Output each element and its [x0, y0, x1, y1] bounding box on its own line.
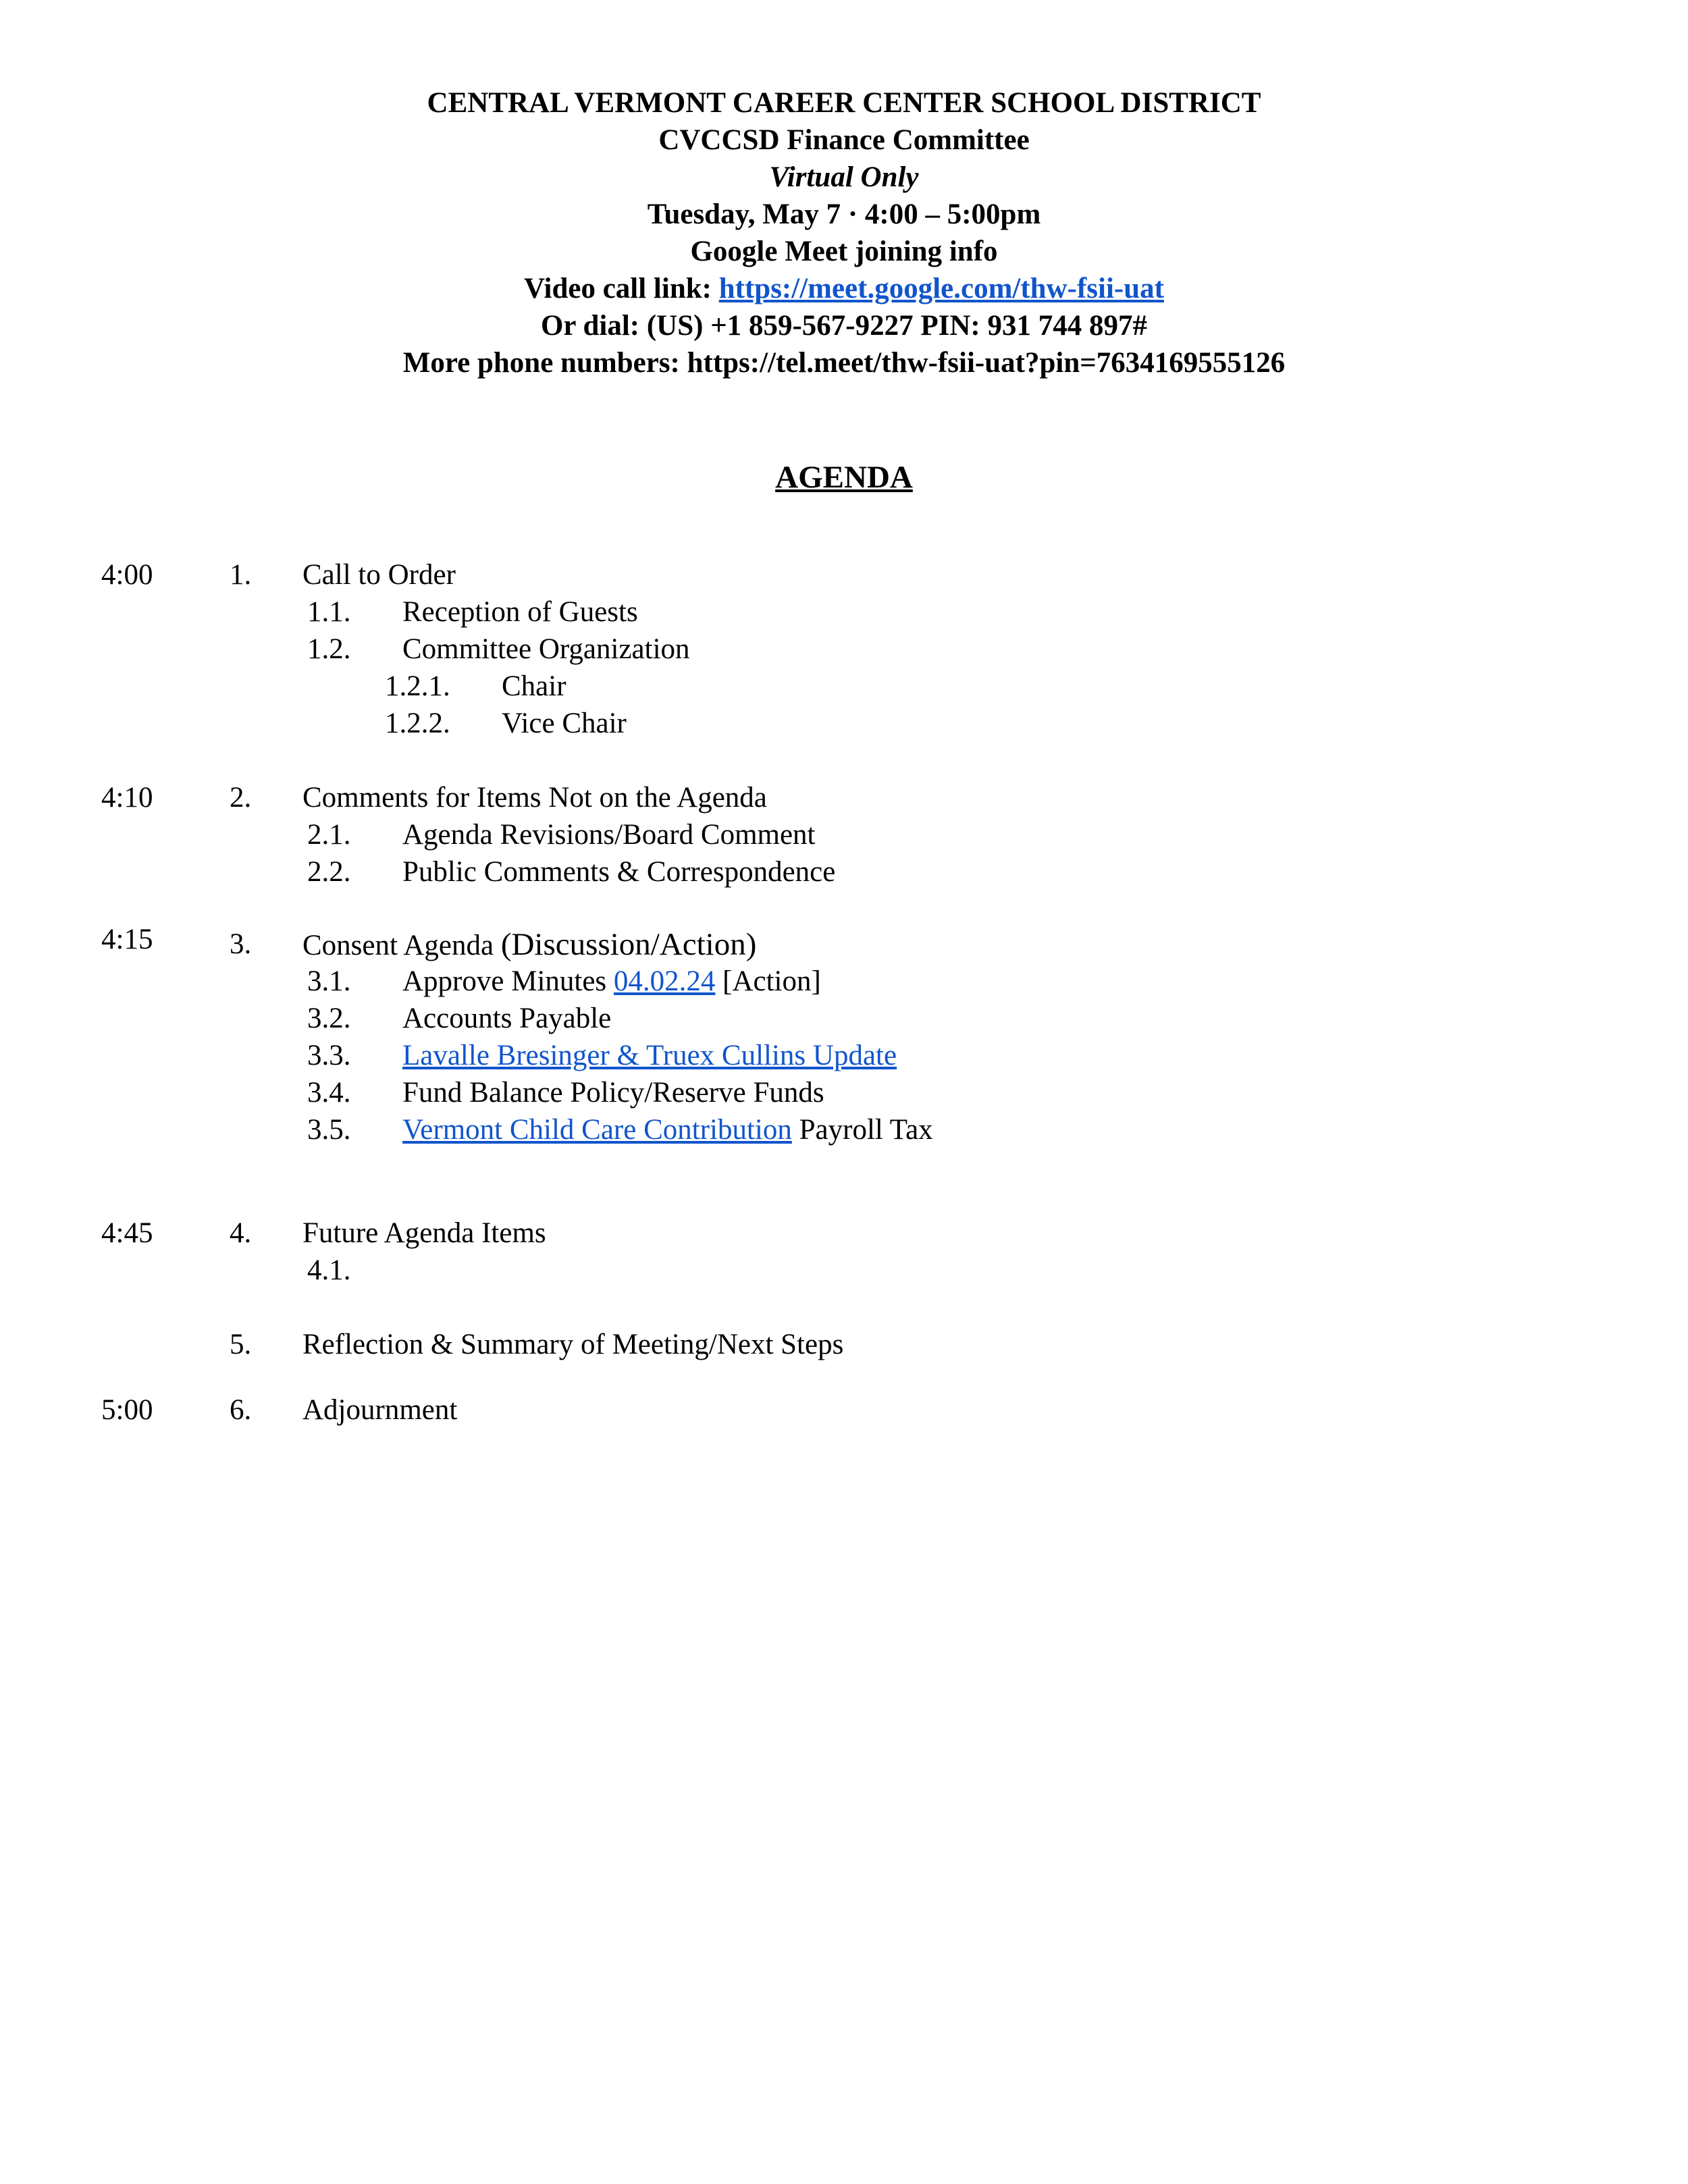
item-3-4-number: 3.4. [307, 1077, 351, 1109]
item-1-1-number: 1.1. [307, 596, 351, 628]
video-call-link[interactable]: https://meet.google.com/thw-fsii-uat [718, 273, 1164, 304]
video-call-label: Video call link: [524, 273, 719, 304]
item-3-4-text: Fund Balance Policy/Reserve Funds [402, 1077, 824, 1109]
meet-info-heading: Google Meet joining info [690, 236, 998, 267]
lavalle-update-link[interactable]: Lavalle Bresinger & Truex Cullins Update [402, 1040, 897, 1071]
item-3-5-suffix: Payroll Tax [791, 1114, 933, 1146]
item-5-number: 5. [230, 1329, 252, 1360]
meeting-mode [0, 161, 1688, 194]
item-5-text: Reflection & Summary of Meeting/Next Steps [302, 1329, 844, 1360]
dial-in-line: Or dial: (US) +1 859-567-9227 PIN: 931 744 897# [540, 310, 1147, 342]
item-1-number: 1. [230, 559, 252, 591]
item-6-number: 6. [230, 1394, 252, 1426]
item-2-2-number: 2.2. [307, 856, 351, 888]
item-2-1-number: 2.1. [307, 819, 351, 851]
item-1-2-2-text: Vice Chair [502, 708, 627, 739]
item-3-number: 3. [230, 928, 252, 960]
more-phone-numbers: More phone numbers: https://tel.meet/thw-fsii-uat?pin=7634169555126 [402, 347, 1286, 379]
item-4-1-number: 4.1. [307, 1254, 351, 1286]
item-3-3-number: 3.3. [307, 1040, 351, 1071]
item-2-number: 2. [230, 782, 252, 814]
item-1-2-text: Committee Organization [402, 633, 690, 665]
meeting-datetime: Tuesday, May 7 · 4:00 – 5:00pm [647, 198, 1041, 230]
item-1-time: 4:00 [101, 559, 153, 591]
item-3-text [302, 928, 756, 963]
item-3-2-number: 3.2. [307, 1003, 351, 1034]
item-3-5-number: 3.5. [307, 1114, 351, 1146]
item-3-discussion-action: (Discussion/Action) [500, 927, 757, 962]
district-title: CENTRAL VERMONT CAREER CENTER SCHOOL DISTRICT [427, 87, 1261, 119]
item-4-number: 4. [230, 1217, 252, 1249]
meeting-mode-text: Virtual Only [769, 161, 919, 193]
item-3-1-text [402, 965, 821, 998]
item-3-1-number: 3.1. [307, 965, 351, 997]
minutes-link[interactable]: 04.02.24 [613, 965, 716, 997]
item-2-time: 4:10 [101, 782, 153, 814]
item-1-2-1-number: 1.2.1. [385, 670, 450, 702]
item-3-label: Consent Agenda [302, 930, 501, 961]
child-care-contribution-link[interactable]: Vermont Child Care Contribution [402, 1114, 792, 1146]
item-4-time: 4:45 [101, 1217, 153, 1249]
item-6-text: Adjournment [302, 1394, 458, 1426]
item-6-time: 5:00 [101, 1394, 153, 1426]
item-1-text: Call to Order [302, 559, 456, 591]
item-3-1-suffix: [Action] [715, 965, 821, 997]
item-4-text: Future Agenda Items [302, 1217, 546, 1249]
item-1-2-number: 1.2. [307, 633, 351, 665]
video-call-line [0, 272, 1688, 306]
item-2-text: Comments for Items Not on the Agenda [302, 782, 767, 814]
item-1-1-text: Reception of Guests [402, 596, 638, 628]
item-3-2-text: Accounts Payable [402, 1003, 612, 1034]
item-1-2-2-number: 1.2.2. [385, 708, 450, 739]
item-3-time: 4:15 [101, 924, 153, 955]
item-3-5-text [402, 1113, 933, 1147]
item-2-1-text: Agenda Revisions/Board Comment [402, 819, 816, 851]
item-1-2-1-text: Chair [502, 670, 566, 702]
committee-title: CVCCSD Finance Committee [658, 124, 1030, 156]
agenda-title: AGENDA [775, 460, 913, 495]
item-3-1-label: Approve Minutes [402, 965, 614, 997]
item-2-2-text: Public Comments & Correspondence [402, 856, 836, 888]
item-3-3-text [402, 1039, 897, 1073]
